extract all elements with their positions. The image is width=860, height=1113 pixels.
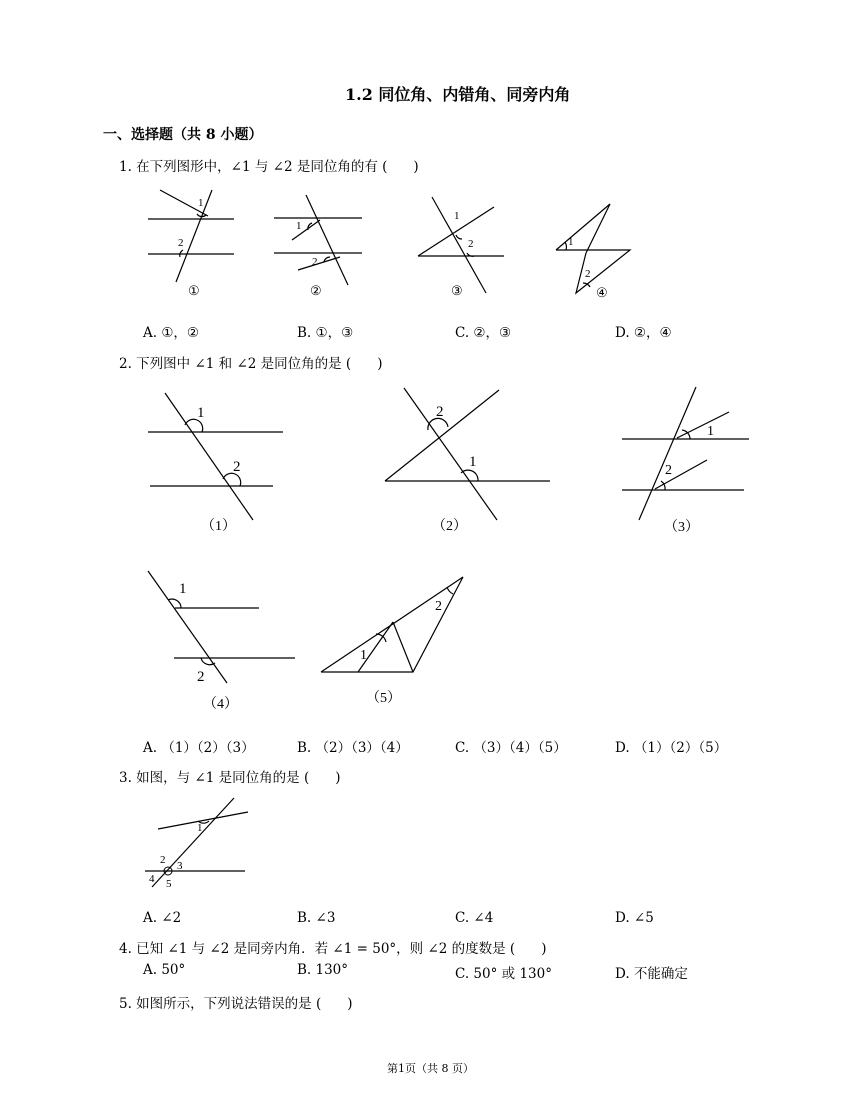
section-heading: 一、选择题（共 8 小题） (103, 127, 263, 143)
q2-fig4-caption: （4） (203, 697, 238, 712)
q1-option-d[interactable]: D. ②，④ (615, 325, 672, 341)
q3-figure (140, 795, 250, 895)
question-1-stem (119, 155, 419, 175)
q4-option-a[interactable]: A. 50° (143, 962, 186, 978)
q2-figure-2 (382, 385, 557, 535)
q1-fig1-label-1: 1 (198, 197, 204, 209)
q2-fig3-caption: （3） (664, 520, 699, 535)
q2-figure-3 (617, 385, 757, 535)
question-2-paren-close: ) (377, 356, 383, 372)
q1-fig3-caption: ③ (451, 283, 463, 298)
q2-option-c[interactable]: C. （3）（4）（5） (455, 740, 567, 756)
question-1-paren-close: ) (413, 159, 419, 175)
question-3-text: 3. 如图，与 ∠1 是同位角的是 ( (119, 770, 310, 786)
q1-fig2-caption: ② (310, 283, 322, 298)
page-footer: 第1页（共 8 页） (387, 1062, 474, 1075)
q1-fig4-caption: ④ (596, 285, 608, 300)
q2-fig5-caption: （5） (366, 691, 401, 706)
q1-fig4-label-2: 2 (585, 268, 591, 280)
q2-fig3-label-2: 2 (665, 463, 672, 478)
q4-option-c[interactable]: C. 50° 或 130° (455, 966, 552, 982)
question-3-stem (119, 766, 341, 786)
q1-fig4-label-1: 1 (568, 236, 574, 248)
q3-option-c[interactable]: C. ∠4 (455, 910, 494, 926)
q1-fig3-label-1: 1 (454, 210, 460, 222)
q2-fig1-label-1: 1 (197, 405, 205, 421)
q2-figure-5 (318, 574, 473, 709)
question-4-stem (119, 937, 546, 957)
question-3-paren-close: ) (335, 770, 341, 786)
page-title: 1.2 同位角、内错角、同旁内角 (345, 85, 571, 104)
q3-label-5: 5 (166, 878, 172, 890)
q2-figure-4 (145, 568, 300, 713)
q4-option-b[interactable]: B. 130° (297, 962, 349, 978)
q2-fig1-label-2: 2 (233, 459, 241, 475)
q1-option-c[interactable]: C. ②，③ (455, 325, 512, 341)
q2-fig2-label-1: 1 (469, 454, 477, 470)
q3-option-a[interactable]: A. ∠2 (143, 910, 182, 926)
question-4-paren-close: ) (541, 941, 547, 957)
question-2-text: 2. 下列图中 ∠1 和 ∠2 是同位角的是 ( (119, 356, 352, 372)
q2-option-d[interactable]: D. （1）（2）（5） (615, 740, 728, 756)
q1-fig3-label-2: 2 (468, 238, 474, 250)
q2-fig2-label-2: 2 (436, 404, 444, 420)
question-5-text: 5. 如图所示，下列说法错误的是 ( (119, 996, 322, 1012)
q1-figure-1 (140, 185, 250, 300)
q1-figure-3 (412, 185, 522, 300)
q2-fig5-label-1: 1 (360, 648, 367, 663)
q2-fig4-label-2: 2 (197, 669, 205, 685)
question-5-stem (119, 992, 353, 1012)
q3-label-3: 3 (177, 860, 183, 872)
q2-figure-1 (145, 390, 290, 535)
q2-fig3-label-1: 1 (707, 424, 714, 439)
q3-option-d[interactable]: D. ∠5 (615, 910, 654, 926)
q1-option-a[interactable]: A. ①，② (143, 325, 200, 341)
q2-fig5-label-2: 2 (435, 599, 442, 614)
q3-label-2: 2 (160, 854, 166, 866)
q1-figure-2 (270, 185, 380, 300)
q1-fig1-label-2: 2 (178, 237, 184, 249)
q3-label-1: 1 (197, 822, 203, 834)
q1-option-b[interactable]: B. ①，③ (297, 325, 354, 341)
q1-fig2-label-1: 1 (296, 220, 302, 232)
question-1-text: 1. 在下列图形中，∠1 与 ∠2 是同位角的有 ( (119, 159, 388, 175)
q2-option-a[interactable]: A. （1）（2）（3） (143, 740, 255, 756)
question-4-text: 4. 已知 ∠1 与 ∠2 是同旁内角．若 ∠1 = 50°，则 ∠2 的度数是 ( (119, 941, 516, 957)
question-2-stem (119, 352, 382, 372)
q1-fig2-label-2: 2 (312, 256, 318, 268)
q4-option-d[interactable]: D. 不能确定 (615, 966, 688, 982)
q1-fig1-caption: ① (188, 283, 200, 298)
question-5-paren-close: ) (347, 996, 353, 1012)
q2-fig1-caption: （1） (201, 519, 236, 534)
q1-figure-4 (548, 195, 648, 305)
q2-fig4-label-1: 1 (179, 581, 187, 597)
q3-label-4: 4 (149, 873, 155, 885)
q2-fig2-caption: （2） (432, 519, 467, 534)
q2-option-b[interactable]: B. （2）（3）（4） (297, 740, 409, 756)
q3-option-b[interactable]: B. ∠3 (297, 910, 336, 926)
